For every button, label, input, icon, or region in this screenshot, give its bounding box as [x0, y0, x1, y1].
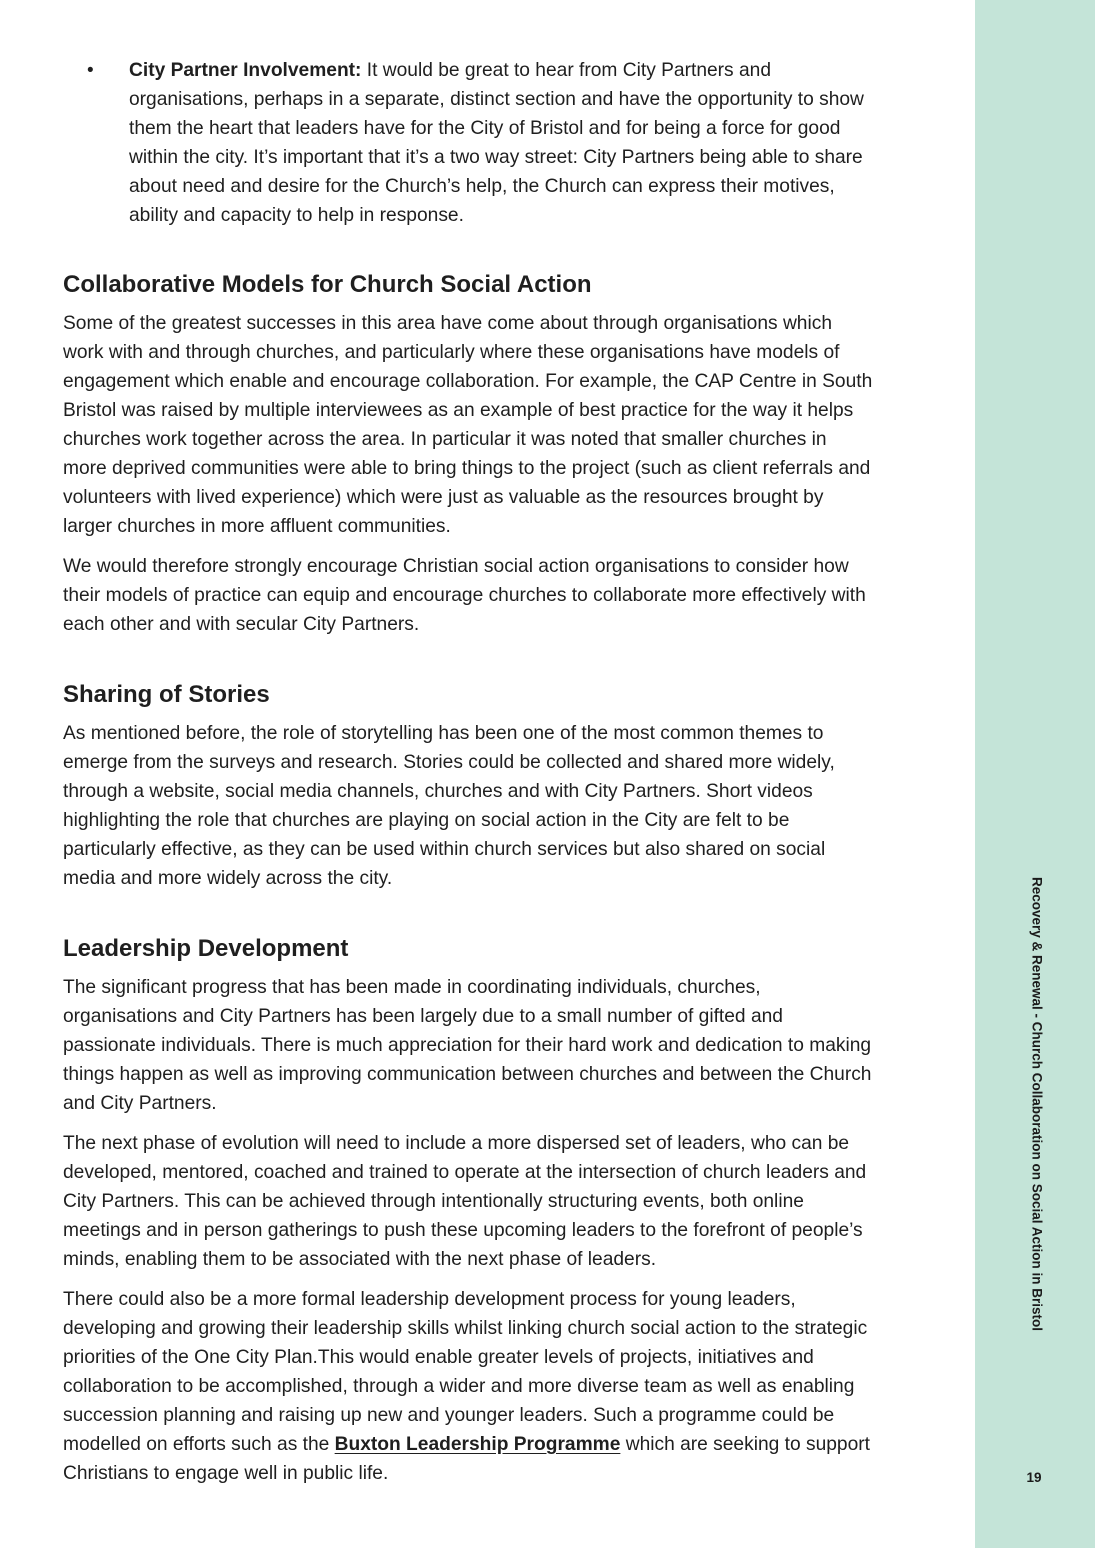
paragraph: We would therefore strongly encourage Christian social action organisations to consider how their models of practice can equip and encourage churches to collaborate more effectively with each other and with secular City Partners. [63, 556, 866, 635]
page-number: 19 [1026, 1470, 1042, 1485]
document-body [63, 56, 875, 1488]
paragraph: Some of the greatest successes in this area have come about through organisations which work with and through churches, and particularly where these organisations have models of engagement which enable and encourage collaboration. For example, the CAP Centre in South Bristol was raised by multiple interviewees as an example of best practice for the way it helps churches work together across the area. In particular it was noted that smaller churches in more deprived communities were able to bring things to the project (such as client referrals and volunteers with lived experience) which were just as valuable as the resources brought by larger churches in more affluent communities. [63, 313, 873, 537]
buxton-leadership-programme-link[interactable]: Buxton Leadership Programme [334, 1434, 621, 1455]
paragraph: The next phase of evolution will need to include a more dispersed set of leaders, who can be developed, mentored, coached and trained to operate at the intersection of church leaders and City Partners. This can be achieved through intentionally structuring events, both online meetings and in person gatherings to push these upcoming leaders to the forefront of people’s minds, enabling them to be associated with the next phase of leaders. [63, 1133, 867, 1270]
section-heading: Leadership Development [63, 935, 349, 962]
bullet-dot-icon: • [87, 60, 94, 81]
section-heading: Collaborative Models for Church Social Action [63, 271, 592, 298]
section-collaborative-models [63, 270, 875, 639]
section-sharing-of-stories [63, 680, 875, 893]
bullet-item-city-partner-involvement [63, 56, 875, 230]
section-heading: Sharing of Stories [63, 681, 270, 708]
section-leadership-development [63, 934, 875, 1488]
bullet-lead: City Partner Involvement: [129, 60, 362, 81]
paragraph: The significant progress that has been made in coordinating individuals, churches, organisations and City Partners has been largely due to a small number of gifted and passionate individuals. There is much appreciation for their hard work and dedication to making things happen as well as improving communication between churches and between the Church and City Partners. [63, 977, 872, 1114]
paragraph-text-after-link: which are seeking to support Christians to engage well in public life. [63, 1434, 870, 1484]
sidebar-document-title: Recovery & Renewal - Church Collaboration on Social Action in Bristol [1029, 876, 1045, 1332]
paragraph-with-link [63, 1285, 875, 1488]
bullet-text: It would be great to hear from City Partners and organisations, perhaps in a separate, distinct section and have the opportunity to show them the heart that leaders have for the City of Bristol and for being a force for good within the city. It’s important that it’s a two way street: City Partners being able to share about need and desire for the Church’s help, the Church can express their motives, ability and capacity to help in response. [129, 60, 864, 226]
paragraph: As mentioned before, the role of storytelling has been one of the most common themes to emerge from the surveys and research. Stories could be collected and shared more widely, through a website, social media channels, churches and with City Partners. Short videos highlighting the role that churches are playing on social action in the City are felt to be particularly effective, as they can be used within church services but also shared on social media and more widely across the city. [63, 723, 835, 889]
paragraph-text-before-link: There could also be a more formal leadership development process for young leaders, developing and growing their leadership skills whilst linking church social action to the strategic priorities of the One City Plan.This would enable greater levels of projects, initiatives and collaboration to be accomplished, through a wider and more diverse team as well as enabling succession planning and raising up new and younger leaders. Such a programme could be modelled on efforts such as the [63, 1289, 868, 1455]
